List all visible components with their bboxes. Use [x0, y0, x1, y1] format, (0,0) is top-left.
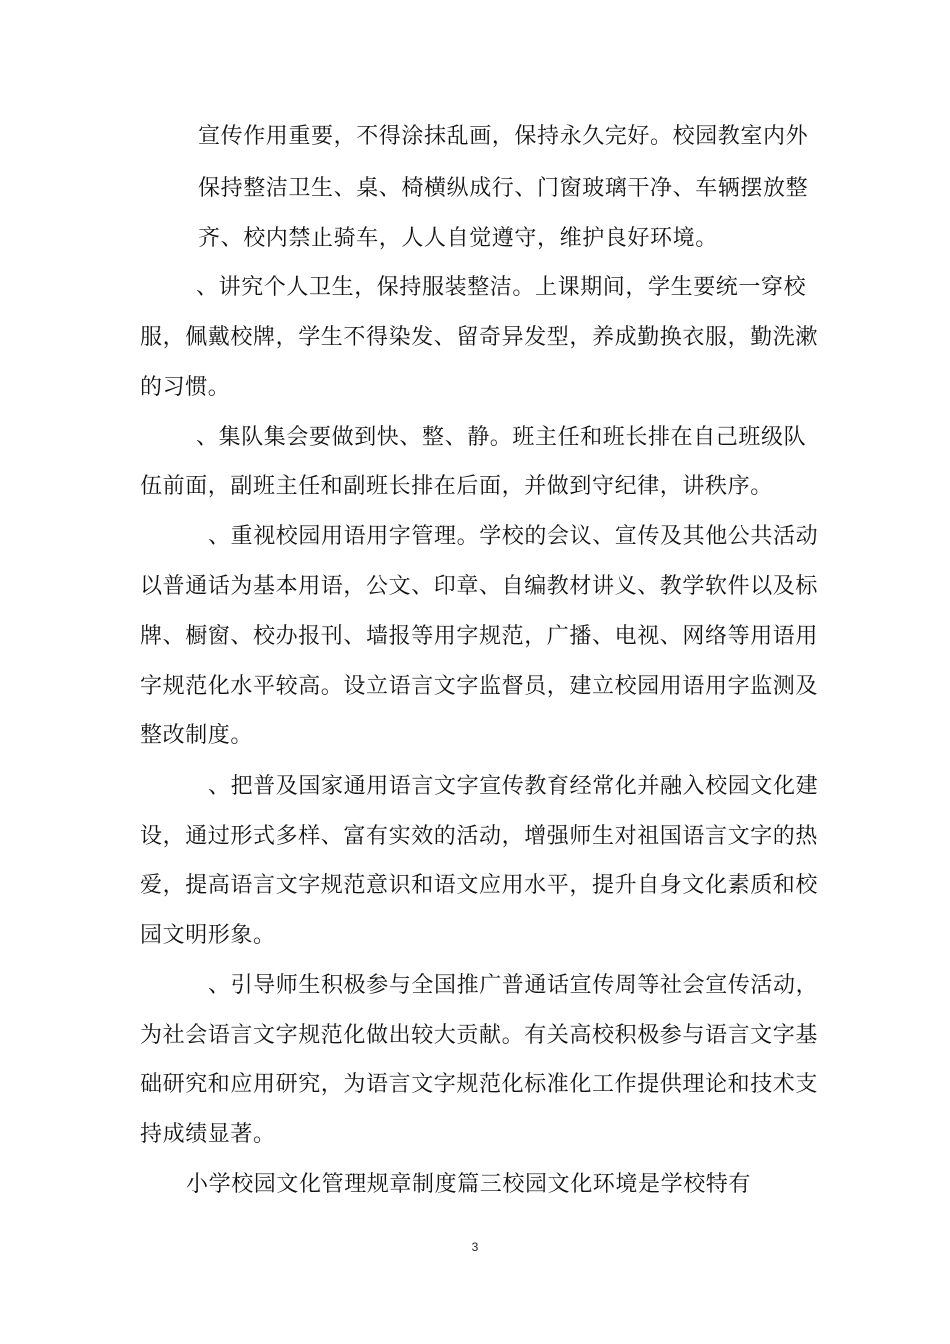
text-line: 保持整洁卫生、桌、椅横纵成行、门窗玻璃干净、车辆摆放整 [198, 176, 809, 201]
text-line: 园文明形象。 [140, 923, 276, 948]
text-line: 以普通话为基本用语，公文、印章、自编教材讲义、教学软件以及标 [140, 574, 819, 599]
text-line: 小学校园文化管理规章制度篇三校园文化环境是学校特有 [186, 1172, 752, 1197]
text-line: 伍前面，副班主任和副班长排在后面，并做到守纪律，讲秩序。 [140, 474, 773, 499]
text-line: 爱，提高语言文字规范意识和语文应用水平，提升自身文化素质和校 [140, 873, 819, 898]
text-line: 、讲究个人卫生，保持服装整洁。上课期间，学生要统一穿校 [196, 275, 807, 300]
text-line: 持成绩显著。 [140, 1122, 276, 1147]
page-number: 3 [471, 1240, 479, 1254]
text-line: 础研究和应用研究，为语言文字规范化标准化工作提供理论和技术支 [140, 1072, 819, 1097]
text-line: 的习惯。 [140, 375, 231, 400]
text-line: 、把普及国家通用语言文字宣传教育经常化并融入校园文化建 [208, 774, 819, 799]
text-line: 服，佩戴校牌，学生不得染发、留奇异发型，养成勤换衣服，勤洗漱 [140, 325, 819, 350]
text-line: 齐、校内禁止骑车，人人自觉遵守，维护良好环境。 [198, 226, 718, 251]
text-line: 牌、橱窗、校办报刊、墙报等用字规范，广播、电视、网络等用语用 [140, 624, 819, 649]
text-line: 字规范化水平较高。设立语言文字监督员，建立校园用语用字监测及 [140, 674, 819, 699]
text-line: 设，通过形式多样、富有实效的活动，增强师生对祖国语言文字的热 [140, 824, 819, 849]
text-line: 为社会语言文字规范化做出较大贡献。有关高校积极参与语言文字基 [140, 1023, 819, 1048]
text-line: 、重视校园用语用字管理。学校的会议、宣传及其他公共活动 [208, 524, 819, 549]
text-line: 整改制度。 [140, 723, 254, 748]
text-line: 宣传作用重要，不得涂抹乱画，保持永久完好。校园教室内外 [198, 124, 809, 149]
text-line: 、集队集会要做到快、整、静。班主任和班长排在自己班级队 [196, 425, 807, 450]
text-line: 、引导师生积极参与全国推广普通话宣传周等社会宣传活动， [208, 973, 819, 998]
